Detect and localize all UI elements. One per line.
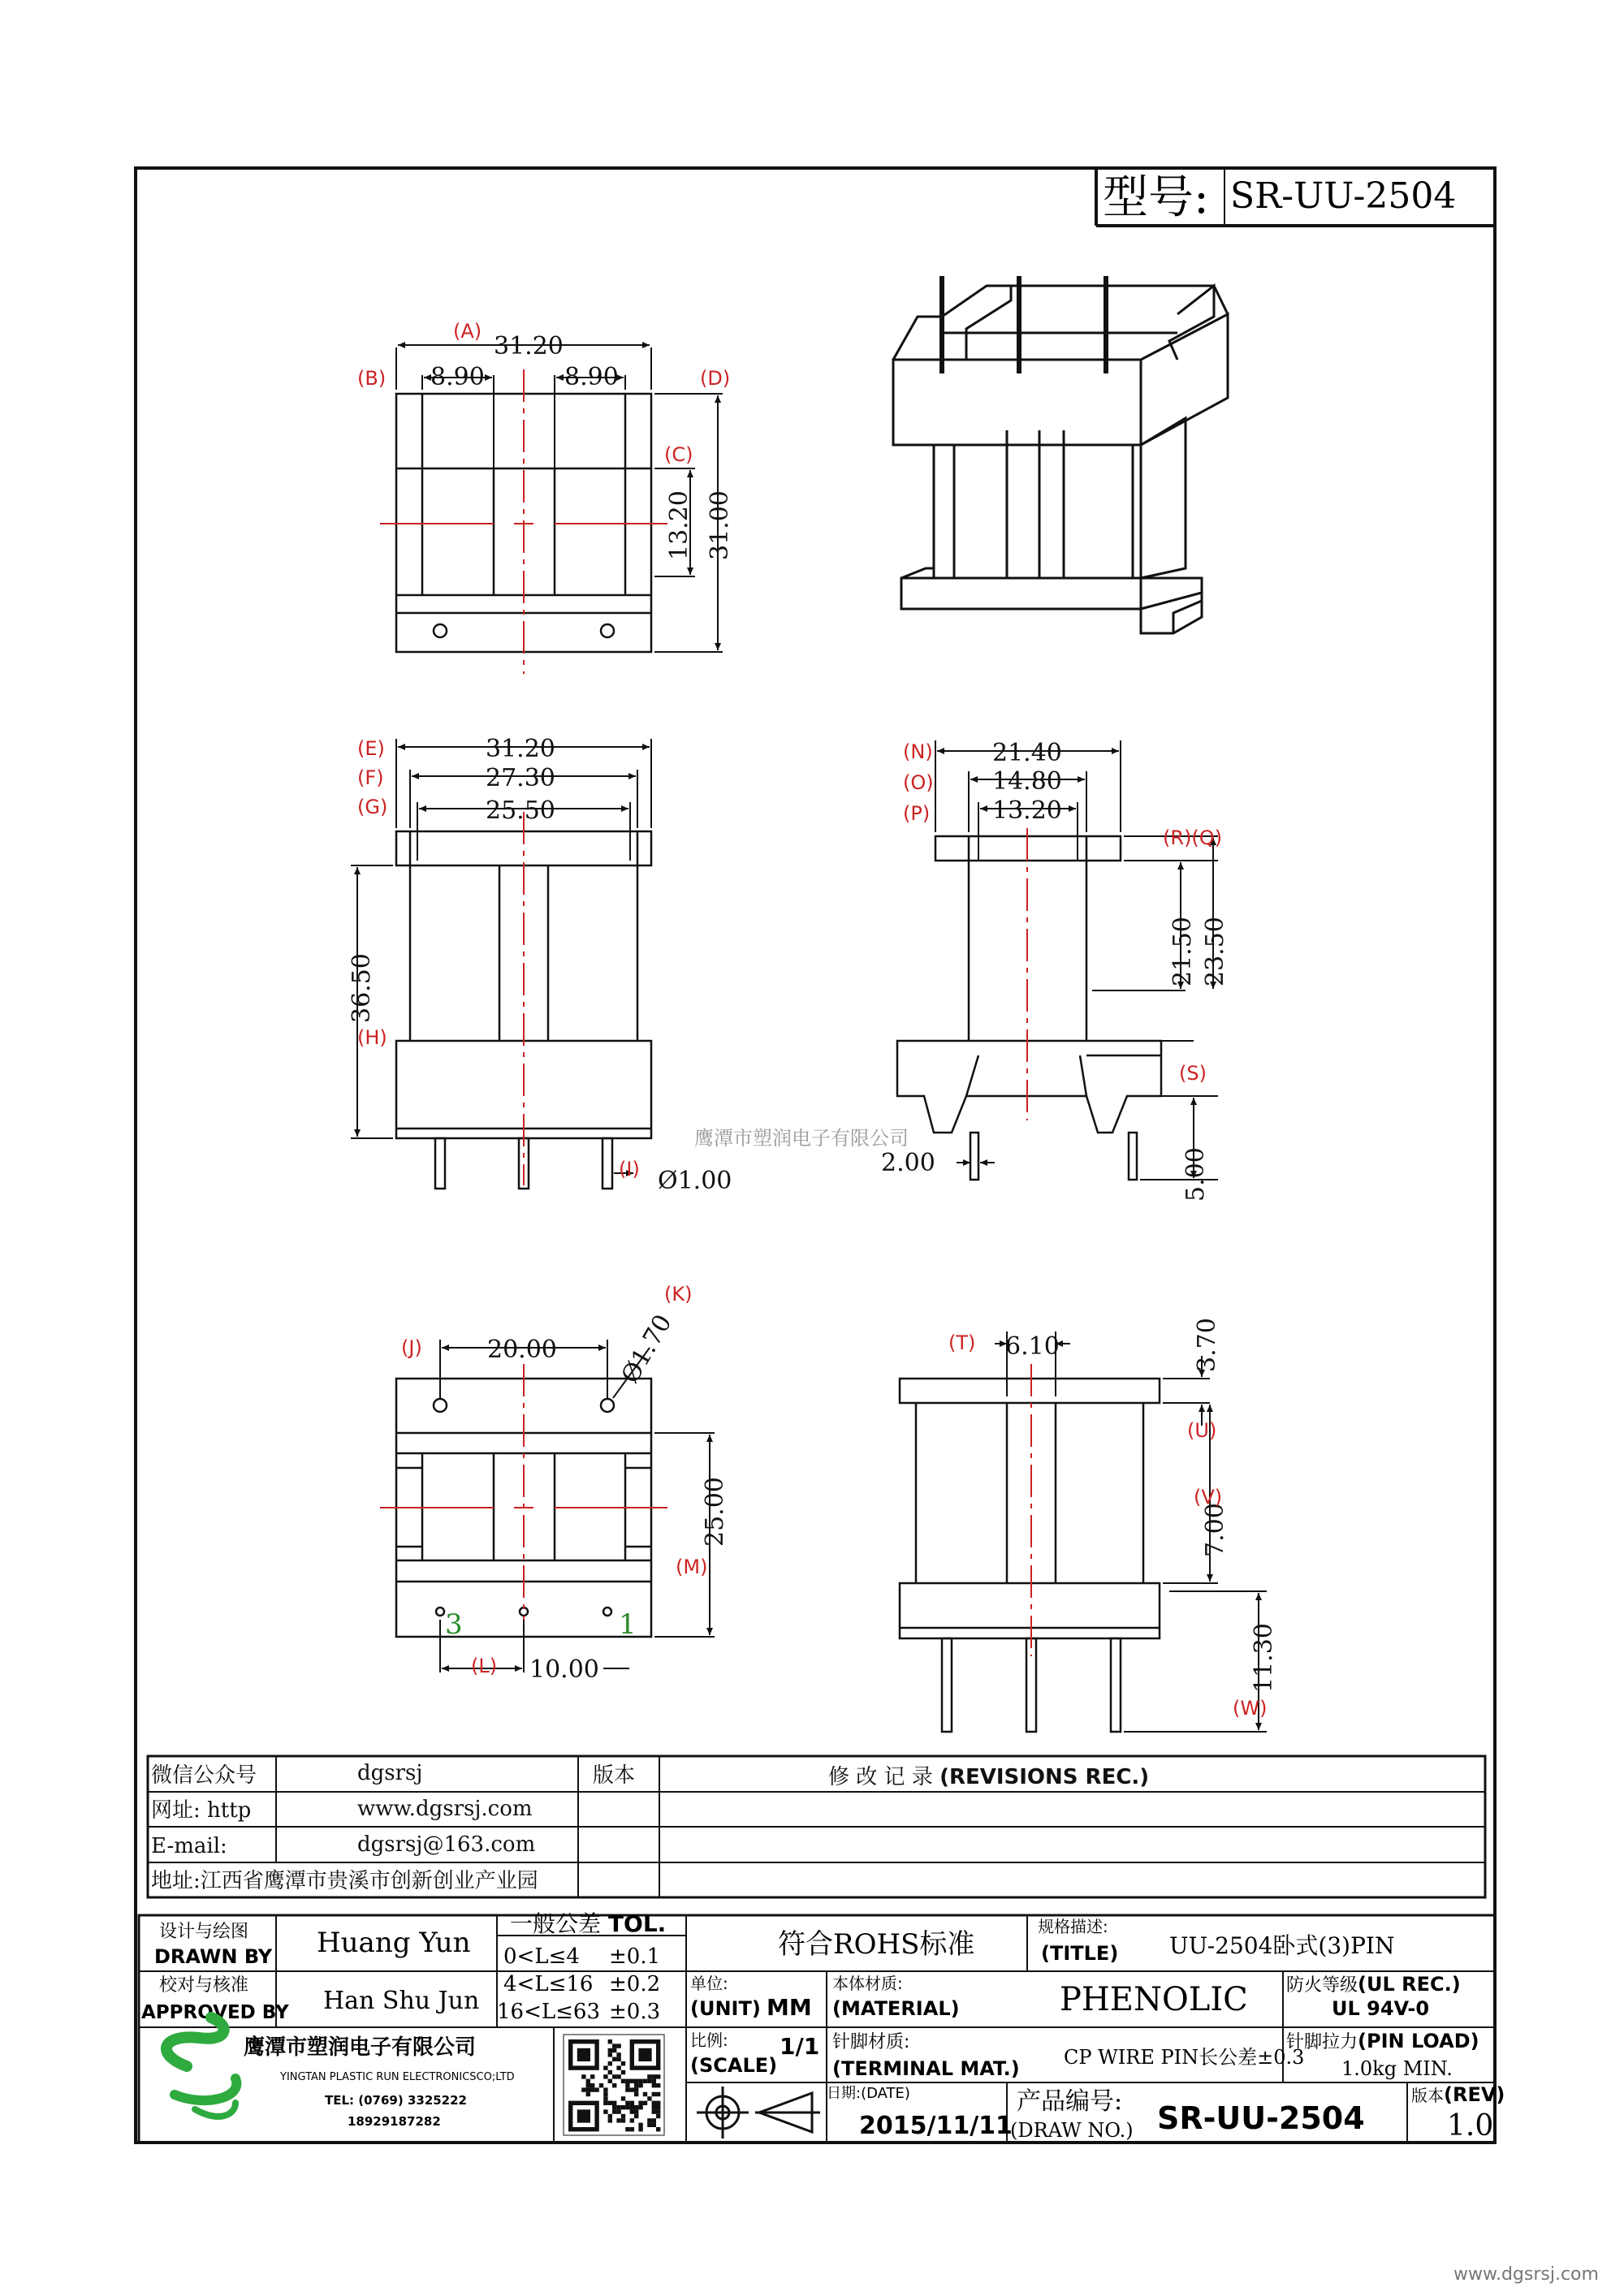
dim-t: 6.10 xyxy=(1005,1332,1060,1361)
model-number: SR-UU-2504 xyxy=(1230,175,1457,217)
terminal-value: CP WIRE PIN长公差±0.3 xyxy=(1064,2046,1305,2069)
dim-k: Ø1.70 xyxy=(615,1310,678,1388)
rev-value: 1.0 xyxy=(1447,2109,1494,2143)
label-t: (T) xyxy=(948,1331,976,1354)
approved-by-cn: 校对与核准 xyxy=(159,1975,249,1996)
label-e: (E) xyxy=(357,737,385,760)
label-i: (I) xyxy=(619,1158,640,1180)
pin-3-label: 3 xyxy=(445,1608,463,1641)
approved-by-en: APPROVED BY xyxy=(141,2002,289,2023)
unit-en: (UNIT) xyxy=(690,1997,761,2020)
dim-n: 21.40 xyxy=(992,739,1062,767)
drawn-by-cn: 设计与绘图 xyxy=(159,1922,249,1942)
terminal-en: (TERMINAL MAT.) xyxy=(832,2057,1020,2080)
web-label: 网址: http xyxy=(151,1798,252,1823)
approved-by-name: Han Shu Jun xyxy=(323,1987,480,2015)
web-value: www.dgsrsj.com xyxy=(357,1797,533,1821)
dim-b1: 8.90 xyxy=(430,363,485,391)
label-k: (K) xyxy=(664,1283,693,1306)
company-logo xyxy=(166,2018,236,2117)
pin-load-label: 针脚拉力(PIN LOAD) xyxy=(1286,2030,1479,2052)
scale-en: (SCALE) xyxy=(690,2054,778,2077)
label-h: (H) xyxy=(357,1026,387,1049)
label-w: (W) xyxy=(1233,1697,1268,1720)
title-cn: 规格描述: xyxy=(1038,1917,1108,1936)
model-box xyxy=(1096,168,1495,226)
dim-f: 27.30 xyxy=(486,764,555,792)
pin-load-value: 1.0kg MIN. xyxy=(1341,2057,1453,2080)
address-label: 地址:江西省鹰潭市贵溪市创新创业产业园 xyxy=(151,1869,538,1893)
label-a: (A) xyxy=(453,320,482,343)
qr-code xyxy=(564,2035,664,2135)
company-name: 鹰潭市塑润电子有限公司 xyxy=(244,2035,477,2060)
projection-symbol xyxy=(697,2087,820,2138)
dim-j: 20.00 xyxy=(487,1336,557,1364)
dim-o: 14.80 xyxy=(992,767,1062,796)
label-p: (P) xyxy=(903,802,931,825)
label-f: (F) xyxy=(357,766,384,789)
dim-s2: 2.00 xyxy=(881,1149,935,1177)
tol-val-1: ±0.1 xyxy=(609,1944,661,1969)
label-g: (G) xyxy=(357,796,388,818)
dim-r: 21.50 xyxy=(1168,917,1197,986)
isometric-view xyxy=(893,276,1228,633)
dim-d: 31.00 xyxy=(706,490,734,560)
wechat-label: 微信公众号 xyxy=(151,1763,257,1788)
label-c: (C) xyxy=(664,443,693,466)
company-mobile: 18929187282 xyxy=(348,2114,441,2129)
company-tel: TEL: (0769) 3325222 xyxy=(325,2093,467,2108)
drawn-by-name: Huang Yun xyxy=(317,1927,471,1959)
dim-i: Ø1.00 xyxy=(658,1167,732,1195)
material-value: PHENOLIC xyxy=(1060,1981,1248,2018)
wechat-value: dgsrsj xyxy=(357,1761,423,1785)
model-label: 型号: xyxy=(1103,171,1209,224)
ul-value: UL 94V-0 xyxy=(1332,1997,1430,2020)
dim-l: 10.00 xyxy=(529,1655,599,1684)
date-value: 2015/11/11 xyxy=(859,2112,1013,2140)
pin-1-label: 1 xyxy=(619,1608,637,1641)
title-en: (TITLE) xyxy=(1041,1942,1119,1965)
label-v: (V) xyxy=(1194,1486,1223,1508)
label-j: (J) xyxy=(401,1336,422,1359)
side-view xyxy=(897,836,1161,1180)
dim-c: 13.20 xyxy=(665,490,693,560)
material-en: (MATERIAL) xyxy=(832,1997,960,2020)
dim-s: 5.00 xyxy=(1181,1147,1210,1202)
dim-a: 31.20 xyxy=(494,332,564,360)
dim-q: 23.50 xyxy=(1201,917,1229,986)
scale-cn: 比例: xyxy=(690,2031,728,2050)
watermark: 鹰潭市塑润电子有限公司 xyxy=(694,1127,909,1150)
tol-val-2: ±0.2 xyxy=(609,1972,661,1996)
label-m: (M) xyxy=(676,1556,708,1578)
label-u: (U) xyxy=(1187,1419,1217,1442)
company-name-en: YINGTAN PLASTIC RUN ELECTRONICSCO;LTD xyxy=(280,2071,515,2083)
ul-label: 防火等级(UL REC.) xyxy=(1286,1973,1461,1996)
dim-g: 25.50 xyxy=(486,796,555,825)
label-n: (N) xyxy=(903,740,933,763)
label-rq: (R)(Q) xyxy=(1163,826,1223,849)
rohs-statement: 符合ROHS标准 xyxy=(778,1928,975,1961)
dim-w: 11.30 xyxy=(1250,1623,1278,1693)
label-s: (S) xyxy=(1179,1062,1207,1085)
dim-p: 13.20 xyxy=(992,796,1062,825)
side-view-2 xyxy=(900,1379,1160,1732)
dim-h: 36.50 xyxy=(348,953,376,1023)
unit-cn: 单位: xyxy=(690,1974,728,1993)
draw-no-en: (DRAW NO.) xyxy=(1010,2119,1134,2142)
draw-no-cn: 产品编号: xyxy=(1017,2087,1123,2116)
label-o: (O) xyxy=(903,771,934,794)
tol-range-1: 0<L≤4 xyxy=(503,1944,580,1969)
bottom-view-dims xyxy=(440,1340,715,1672)
scale-value: 1/1 xyxy=(780,2033,820,2060)
footer-url: www.dgsrsj.com xyxy=(1453,2264,1599,2285)
revision-title: 修 改 记 录 (REVISIONS REC.) xyxy=(828,1765,1150,1789)
dim-b2: 8.90 xyxy=(564,363,619,391)
rev-label: 版本(REV) xyxy=(1411,2083,1505,2106)
unit-value: MM xyxy=(767,1994,812,2021)
tolerance-title: 一般公差 TOL. xyxy=(510,1910,667,1937)
revision-version-label: 版本 xyxy=(593,1763,636,1788)
dim-v: 7.00 xyxy=(1201,1503,1229,1557)
email-label: E-mail: xyxy=(151,1834,227,1858)
draw-no-value: SR-UU-2504 xyxy=(1157,2100,1365,2136)
material-cn: 本体材质: xyxy=(832,1974,903,1993)
drawn-by-en: DRAWN BY xyxy=(154,1945,273,1968)
label-d: (D) xyxy=(700,367,731,390)
tol-val-3: ±0.3 xyxy=(609,2000,661,2024)
dim-e: 31.20 xyxy=(486,735,555,763)
sheet-frame xyxy=(136,168,1495,2143)
label-l: (L) xyxy=(471,1655,498,1677)
email-value: dgsrsj@163.com xyxy=(357,1832,536,1857)
title-value: UU-2504卧式(3)PIN xyxy=(1169,1932,1395,1959)
tol-range-2: 4<L≤16 xyxy=(503,1972,594,1996)
date-label: 日期:(DATE) xyxy=(827,2085,910,2102)
dim-u: 3.70 xyxy=(1193,1318,1221,1372)
dim-m: 25.00 xyxy=(701,1477,729,1547)
terminal-cn: 针脚材质: xyxy=(832,2032,910,2052)
tol-range-3: 16<L≤63 xyxy=(497,2000,601,2024)
label-b: (B) xyxy=(357,367,387,390)
